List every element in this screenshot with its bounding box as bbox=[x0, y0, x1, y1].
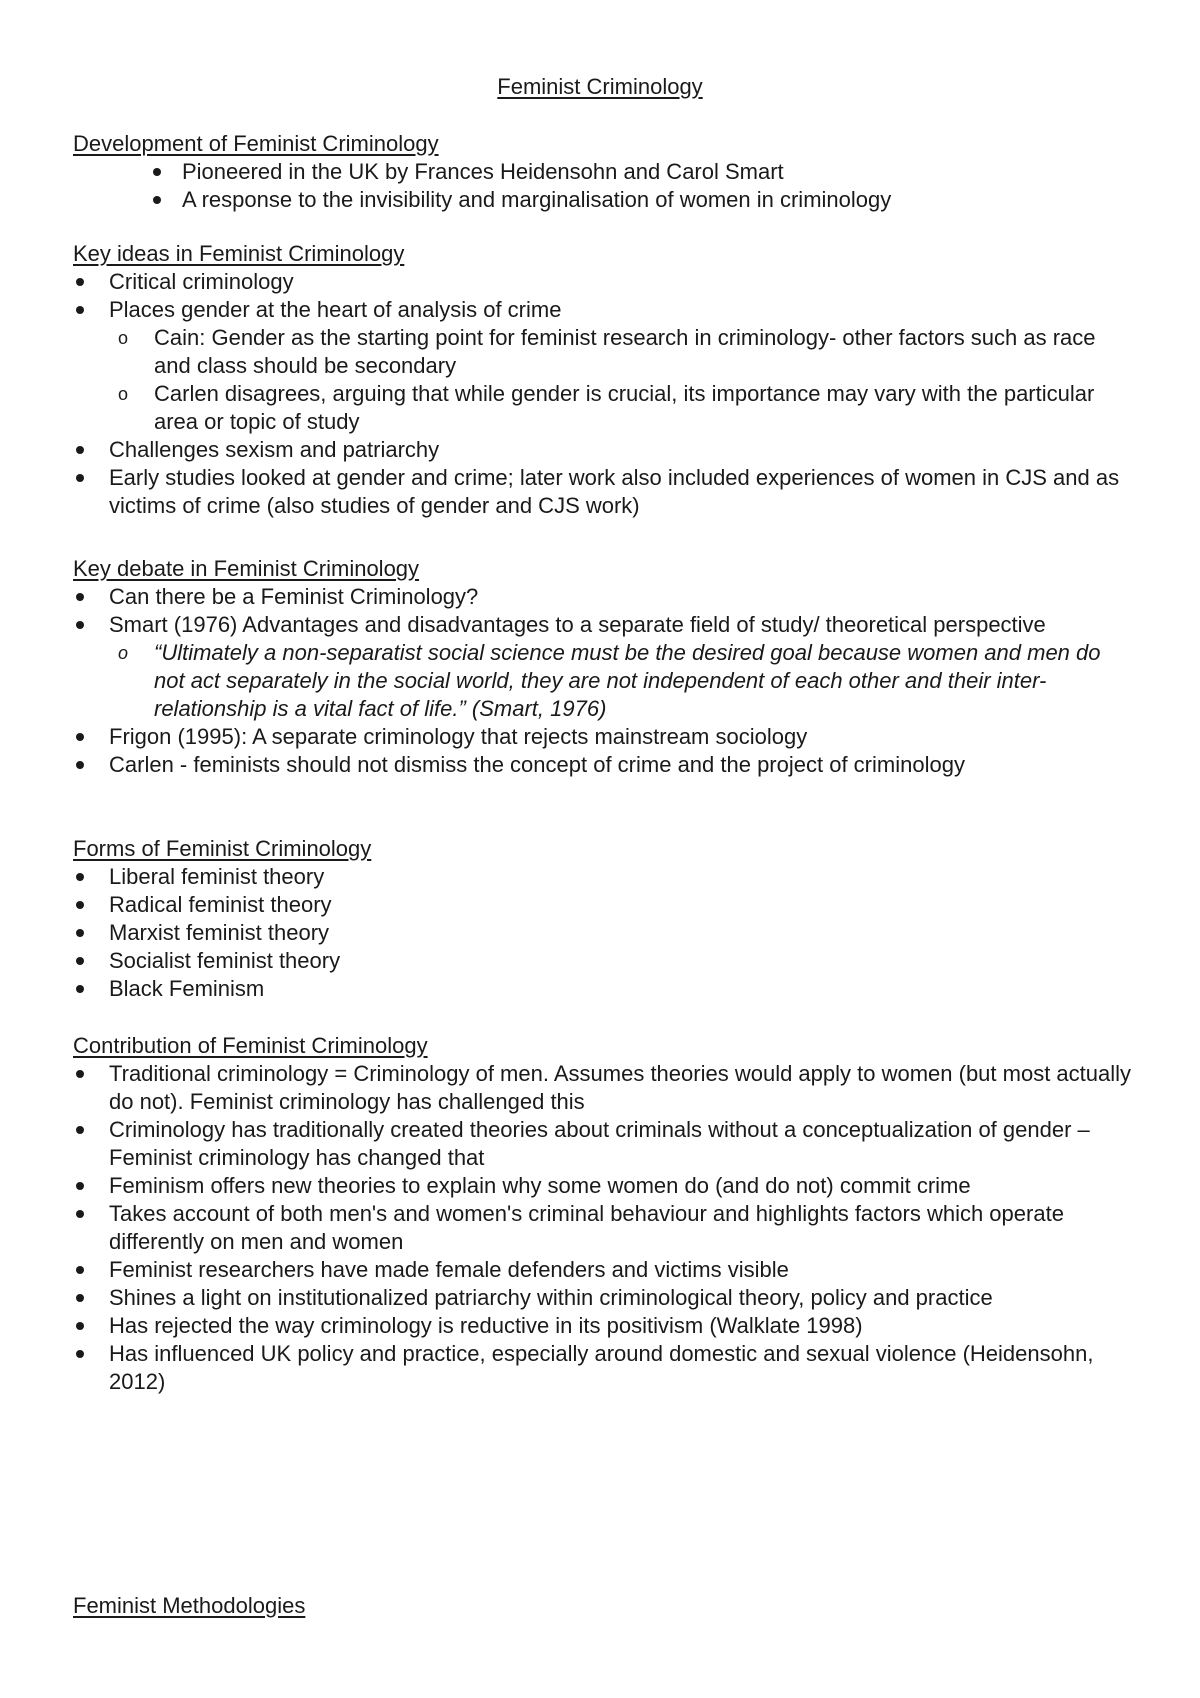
list-item: Shines a light on institutionalized patriarchy within criminological theory, policy and practice bbox=[73, 1284, 1133, 1312]
development-list bbox=[73, 158, 1133, 214]
section-heading-key-debate: Key debate in Feminist Criminology bbox=[73, 556, 420, 581]
contribution-list bbox=[73, 1060, 1133, 1396]
list-item: Liberal feminist theory bbox=[73, 863, 1133, 891]
sub-list-item: o Carlen disagrees, arguing that while gender is crucial, its importance may vary with the particular area or topic of study bbox=[73, 380, 1133, 436]
section-key-debate bbox=[73, 555, 1133, 779]
list-item: Radical feminist theory bbox=[73, 891, 1133, 919]
list-item: Challenges sexism and patriarchy bbox=[73, 436, 1133, 464]
section-contribution bbox=[73, 1032, 1133, 1396]
list-item: Early studies looked at gender and crime; later work also included experiences of women in CJS and as victims of crime (also studies of gender and CJS work) bbox=[73, 464, 1133, 520]
list-item: Has rejected the way criminology is reductive in its positivism (Walklate 1998) bbox=[73, 1312, 1133, 1340]
list-item: A response to the invisibility and marginalisation of women in criminology bbox=[73, 186, 1133, 214]
list-item: Can there be a Feminist Criminology? bbox=[73, 583, 1133, 611]
sub-list-item: o Cain: Gender as the starting point for feminist research in criminology- other factors such as race and class should be secondary bbox=[73, 324, 1133, 380]
section-key-ideas bbox=[73, 240, 1133, 520]
section-heading-development: Development of Feminist Criminology bbox=[73, 131, 439, 156]
document-title: Feminist Criminology bbox=[497, 74, 703, 99]
list-item: Carlen - feminists should not dismiss the concept of crime and the project of criminology bbox=[73, 751, 1133, 779]
section-heading-key-ideas: Key ideas in Feminist Criminology bbox=[73, 241, 405, 266]
list-item: Feminist researchers have made female defenders and victims visible bbox=[73, 1256, 1133, 1284]
list-item: Takes account of both men's and women's criminal behaviour and highlights factors which operate differently on men and women bbox=[73, 1200, 1133, 1256]
key-debate-list bbox=[73, 583, 1133, 779]
list-item: Frigon (1995): A separate criminology that rejects mainstream sociology bbox=[73, 723, 1133, 751]
list-item: Has influenced UK policy and practice, especially around domestic and sexual violence (Heidensohn, 2012) bbox=[73, 1340, 1133, 1396]
list-item: Places gender at the heart of analysis of crime bbox=[73, 296, 1133, 324]
list-item: Smart (1976) Advantages and disadvantages to a separate field of study/ theoretical perspective bbox=[73, 611, 1133, 639]
quote-item: o “Ultimately a non-separatist social science must be the desired goal because women and men do not act separately in the social world, they are not independent of each other and their inter-relationship is a vital fact of life.” (Smart, 1976) bbox=[73, 639, 1133, 723]
section-methodologies bbox=[73, 1592, 1133, 1620]
list-item: Socialist feminist theory bbox=[73, 947, 1133, 975]
key-ideas-list bbox=[73, 268, 1133, 520]
section-heading-methodologies: Feminist Methodologies bbox=[73, 1593, 306, 1618]
section-development bbox=[73, 130, 1133, 214]
list-item: Feminism offers new theories to explain why some women do (and do not) commit crime bbox=[73, 1172, 1133, 1200]
section-heading-forms: Forms of Feminist Criminology bbox=[73, 836, 372, 861]
list-item: Traditional criminology = Criminology of men. Assumes theories would apply to women (but most actually do not). Feminist criminology has challenged this bbox=[73, 1060, 1133, 1116]
list-item: Pioneered in the UK by Frances Heidensohn and Carol Smart bbox=[73, 158, 1133, 186]
list-item: Criminology has traditionally created theories about criminals without a conceptualization of gender – Feminist criminology has changed that bbox=[73, 1116, 1133, 1172]
section-heading-contribution: Contribution of Feminist Criminology bbox=[73, 1033, 428, 1058]
list-item: Critical criminology bbox=[73, 268, 1133, 296]
forms-list bbox=[73, 863, 1133, 1003]
section-forms bbox=[73, 835, 1133, 1003]
list-item: Marxist feminist theory bbox=[73, 919, 1133, 947]
list-item: Black Feminism bbox=[73, 975, 1133, 1003]
